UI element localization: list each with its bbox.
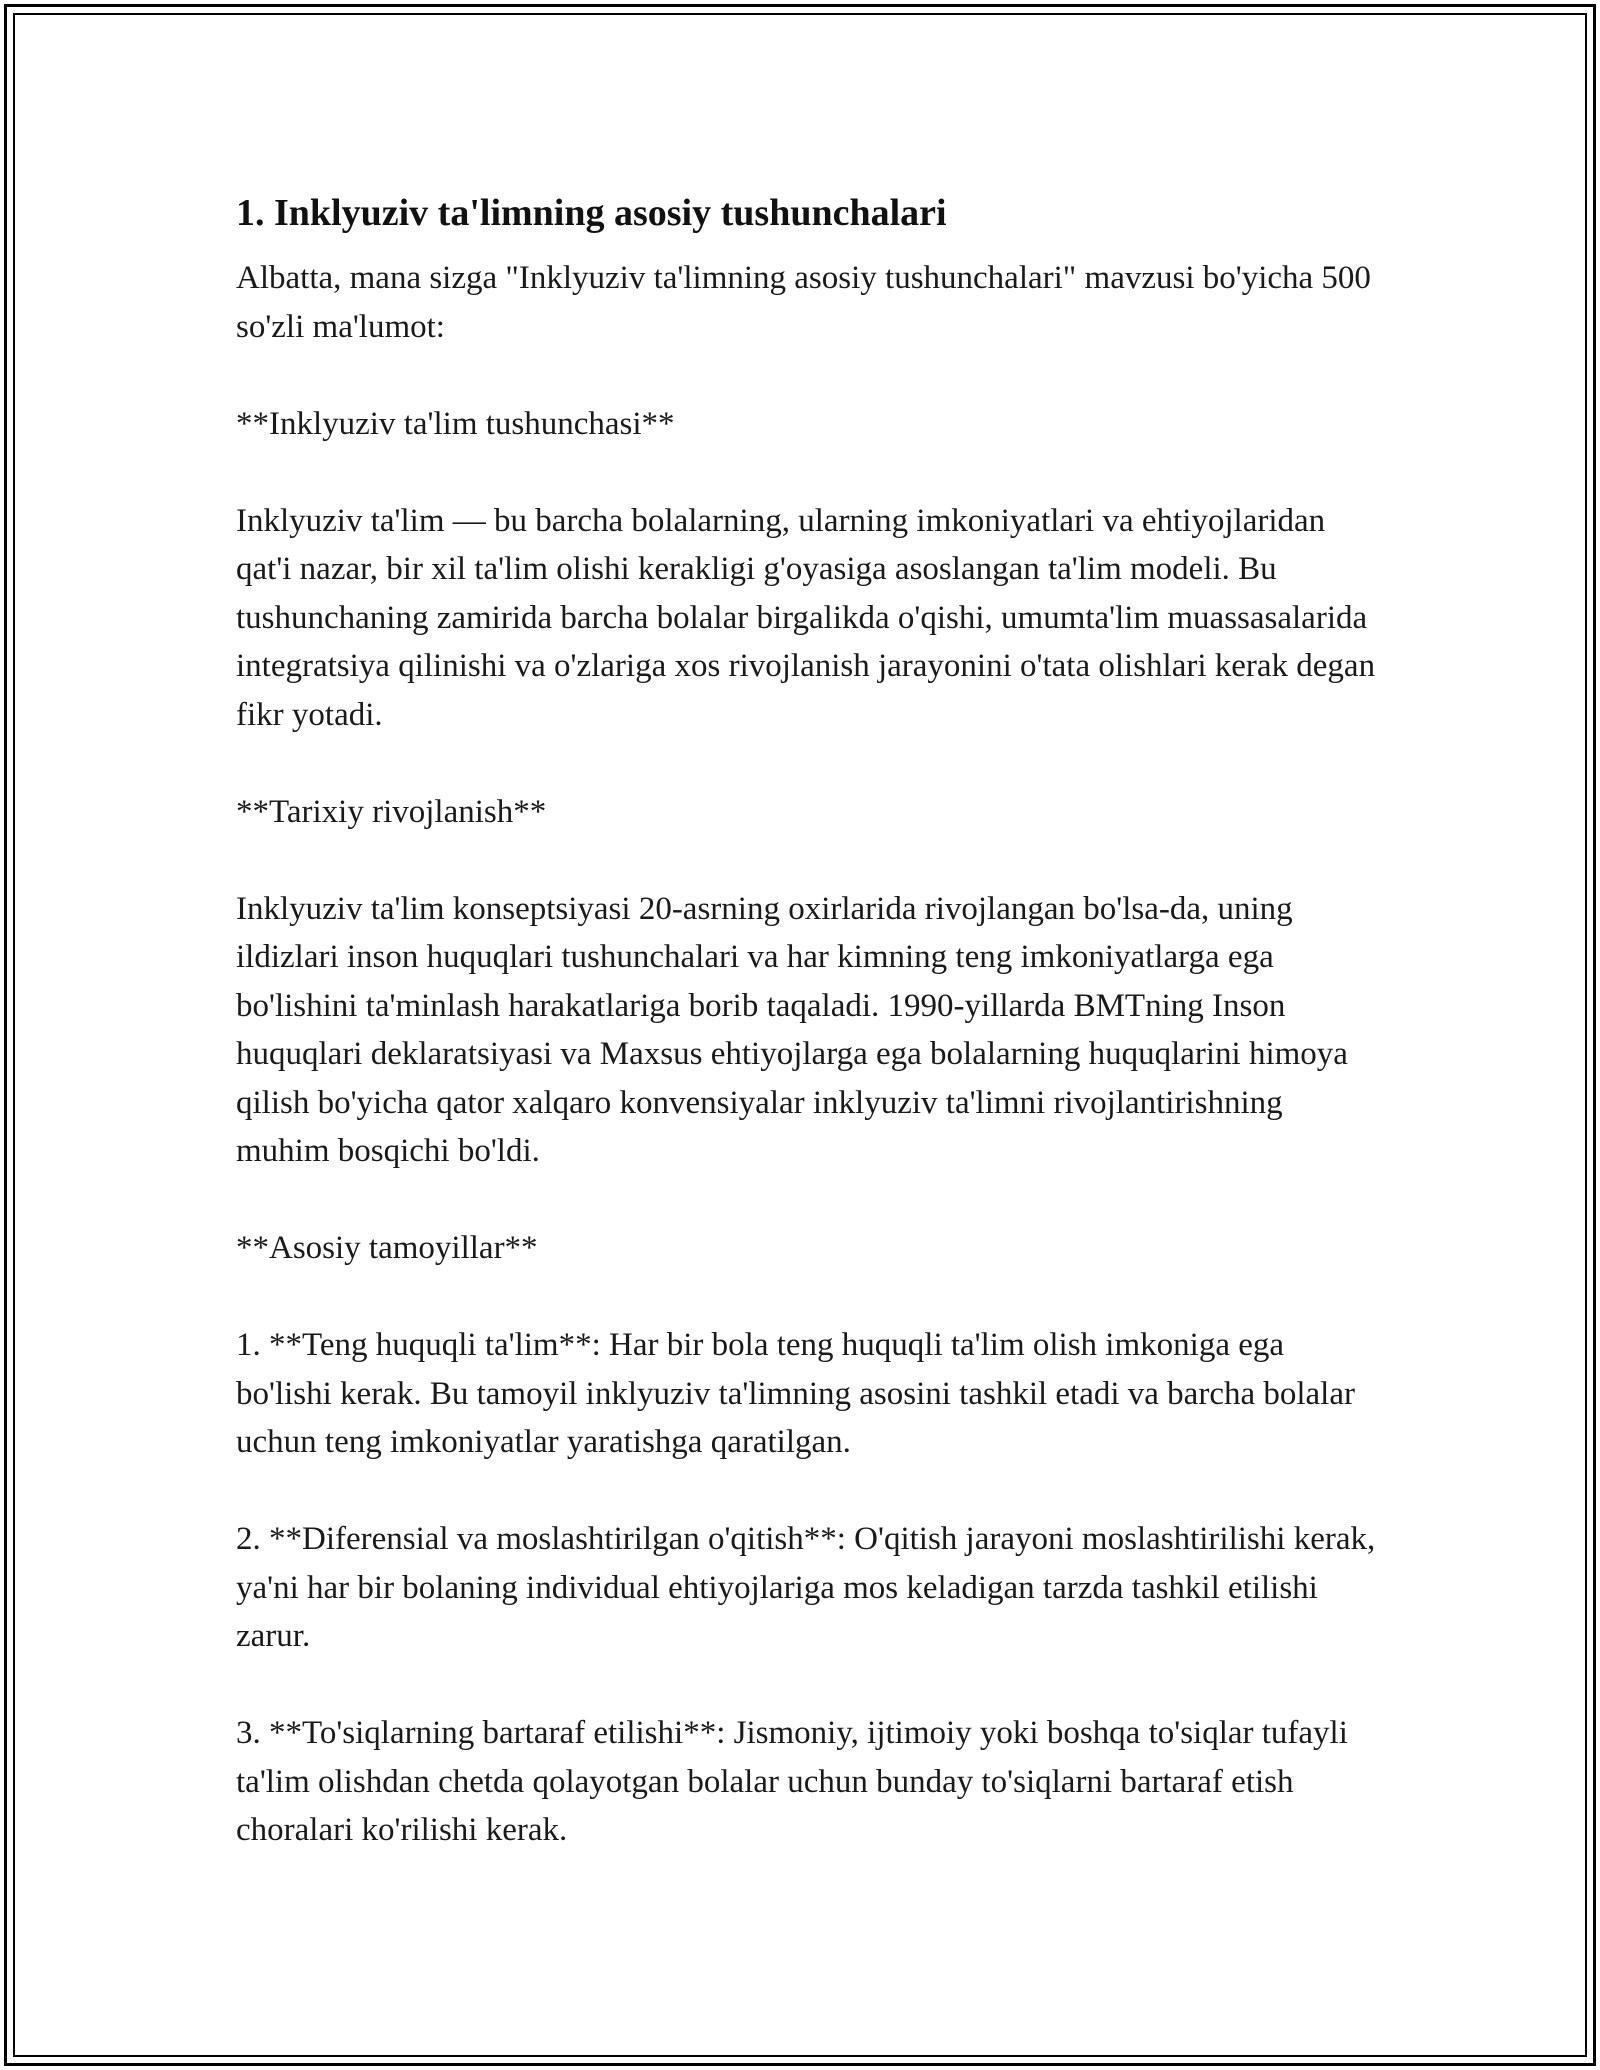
section-heading-principles: **Asosiy tamoyillar** <box>236 1230 538 1266</box>
principle-item-1: 1. **Teng huquqli ta'lim**: Har bir bola teng huquqli ta'lim olish imkoniga ega bo'lishi kerak. Bu tamoyil inklyuziv ta'limning asosini tashkil etadi va barcha bolalar uchun teng imkoniyatlar yaratishga qaratilgan. <box>236 1327 1355 1460</box>
principle-item-2: 2. **Diferensial va moslashtirilgan o'qitish**: O'qitish jarayoni moslashtirilishi kerak, ya'ni har bir bolaning individual ehtiyojlariga mos keladigan tarzda tashkil etilishi zarur. <box>236 1521 1376 1654</box>
document-title: 1. Inklyuziv ta'limning asosiy tushunchalari <box>236 192 947 234</box>
concept-paragraph: Inklyuziv ta'lim — bu barcha bolalarning, ularning imkoniyatlari va ehtiyojlaridan qat'i nazar, bir xil ta'lim olishi kerakligi g'oyasiga asoslangan ta'lim modeli. Bu tushunchaning zamirida barcha bolalar birgalikda o'qishi, umumta'lim muassasalarida integratsiya qilinishi va o'zlariga xos rivojlanish jarayonini o'tata olishlari kerak degan fikr yotadi. <box>236 502 1376 733</box>
principle-item-3: 3. **To'siqlarning bartaraf etilishi**: Jismoniy, ijtimoiy yoki boshqa to'siqlar tufayli ta'lim olishdan chetda qolayotgan bolalar uchun bunday to'siqlarni bartaraf etish choralari ko'rilishi kerak. <box>236 1715 1348 1848</box>
intro-paragraph: Albatta, mana sizga "Inklyuziv ta'limning asosiy tushunchalari" mavzusi bo'yicha 500 so'zli ma'lumot: <box>236 260 1371 345</box>
document-body <box>236 186 1376 1855</box>
section-heading-history: **Tarixiy rivojlanish** <box>236 793 547 830</box>
history-paragraph: Inklyuziv ta'lim konseptsiyasi 20-asrning oxirlarida rivojlangan bo'lsa-da, uning ildizlari inson huquqlari tushunchalari va har kimning teng imkoniyatlarga ega bo'lishini ta'minlash harakatlariga borib taqaladi. 1990-yillarda BMTning Inson huquqlari deklaratsiyasi va Maxsus ehtiyojlarga ega bolalarning huquqlarini himoya qilish bo'yicha qator xalqaro konvensiyalar inklyuziv ta'limni rivojlantirishning muhim bosqichi bo'ldi. <box>236 890 1348 1169</box>
section-heading-concept: **Inklyuziv ta'lim tushunchasi** <box>236 405 675 442</box>
